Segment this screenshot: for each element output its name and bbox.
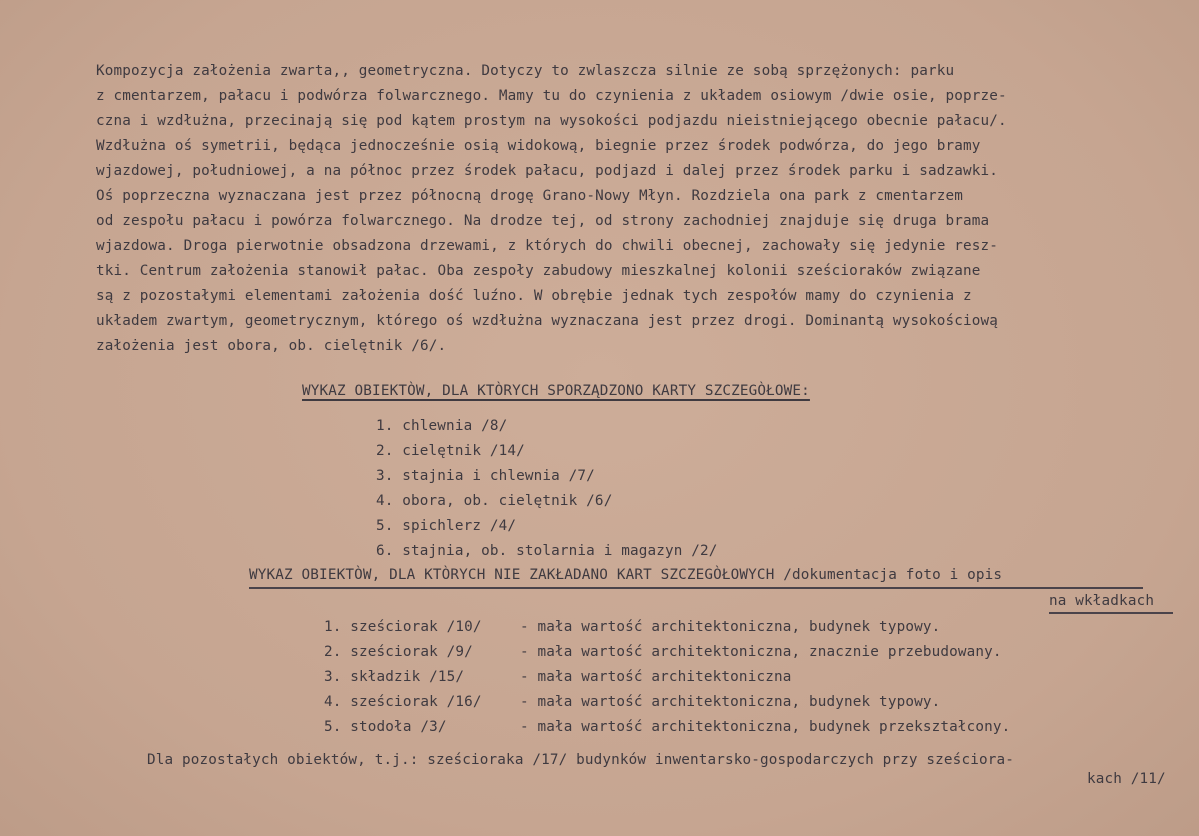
list-item-name: 3. składzik /15/ (324, 669, 465, 685)
section-heading-detailed-cards: WYKAZ OBIEKTÒW, DLA KTÒRYCH SPORZĄDZONO KARTY SZCZEGÒŁOWE: (302, 383, 810, 399)
paragraph-line: tki. Centrum założenia stanowił pałac. Oba zespoły zabudowy mieszkalnej kolonii sześcioraków związane (96, 263, 981, 279)
footer-line-continued: kach /11/ (1087, 771, 1166, 787)
list-item-name: 2. sześciorak /9/ (324, 644, 473, 660)
heading-underline (1049, 612, 1173, 614)
list-item-note: - mała wartość architektoniczna, budynek przekształcony. (520, 719, 1011, 735)
list-item: 6. stajnia, ob. stolarnia i magazyn /2/ (376, 543, 718, 559)
paragraph-line: czna i wzdłużna, przecinają się pod kątem prostym na wysokości podjazdu nieistniejącego obecnie pałacu/. (96, 113, 1007, 129)
heading-underline (249, 587, 1143, 589)
list-item-name: 4. sześciorak /16/ (324, 694, 482, 710)
paragraph-line: Oś poprzeczna wyznaczana jest przez północną drogę Grano-Nowy Młyn. Rozdziela ona park z cmentarzem (96, 188, 963, 204)
paragraph-line: od zespołu pałacu i powórza folwarcznego. Na drodze tej, od strony zachodniej znajduje się druga brama (96, 213, 990, 229)
paragraph-line: układem zwartym, geometrycznym, którego oś wzdłużna wyznaczana jest przez drogi. Dominantą wysokościową (96, 313, 999, 329)
list-item-note: - mała wartość architektoniczna, budynek typowy. (520, 694, 941, 710)
list-item-note: - mała wartość architektoniczna (520, 669, 792, 685)
list-item: 2. cielętnik /14/ (376, 443, 525, 459)
list-item-name: 1. sześciorak /10/ (324, 619, 482, 635)
list-item-note: - mała wartość architektoniczna, budynek typowy. (520, 619, 941, 635)
paragraph-line: z cmentarzem, pałacu i podwórza folwarcznego. Mamy tu do czynienia z układem osiowym /dwie osie, poprze- (96, 88, 1007, 104)
list-item: 4. obora, ob. cielętnik /6/ (376, 493, 613, 509)
paragraph-line: są z pozostałymi elementami założenia dość luźno. W obrębie jednak tych zespołów mamy do czynienia z (96, 288, 972, 304)
paragraph-line: Wzdłużna oś symetrii, będąca jednocześnie osią widokową, biegnie przez środek podwórza, do jego bramy (96, 138, 981, 154)
list-item: 1. chlewnia /8/ (376, 418, 508, 434)
list-item: 3. stajnia i chlewnia /7/ (376, 468, 595, 484)
paragraph-line: wjazdowa. Droga pierwotnie obsadzona drzewami, z których do chwili obecnej, zachowały się jedynie resz- (96, 238, 999, 254)
section-heading-no-cards: WYKAZ OBIEKTÒW, DLA KTÒRYCH NIE ZAKŁADANO KART SZCZEGÒŁOWYCH /dokumentacja foto i opis (249, 567, 1003, 583)
paragraph-line: Kompozycja założenia zwarta,, geometryczna. Dotyczy to zwlaszcza silnie ze sobą sprzężonych: parku (96, 63, 955, 79)
section-heading-no-cards-continued: na wkładkach (1049, 593, 1155, 609)
paragraph-line: założenia jest obora, ob. cielętnik /6/. (96, 338, 447, 354)
paragraph-line: wjazdowej, południowej, a na północ przez środek pałacu, podjazd i dalej przez środek parku i sadzawki. (96, 163, 999, 179)
list-item-note: - mała wartość architektoniczna, znacznie przebudowany. (520, 644, 1002, 660)
footer-line: Dla pozostałych obiektów, t.j.: sześcioraka /17/ budynków inwentarsko-gospodarczych przy sześciora- (147, 752, 1014, 768)
list-item: 5. spichlerz /4/ (376, 518, 517, 534)
list-item-name: 5. stodoła /3/ (324, 719, 447, 735)
